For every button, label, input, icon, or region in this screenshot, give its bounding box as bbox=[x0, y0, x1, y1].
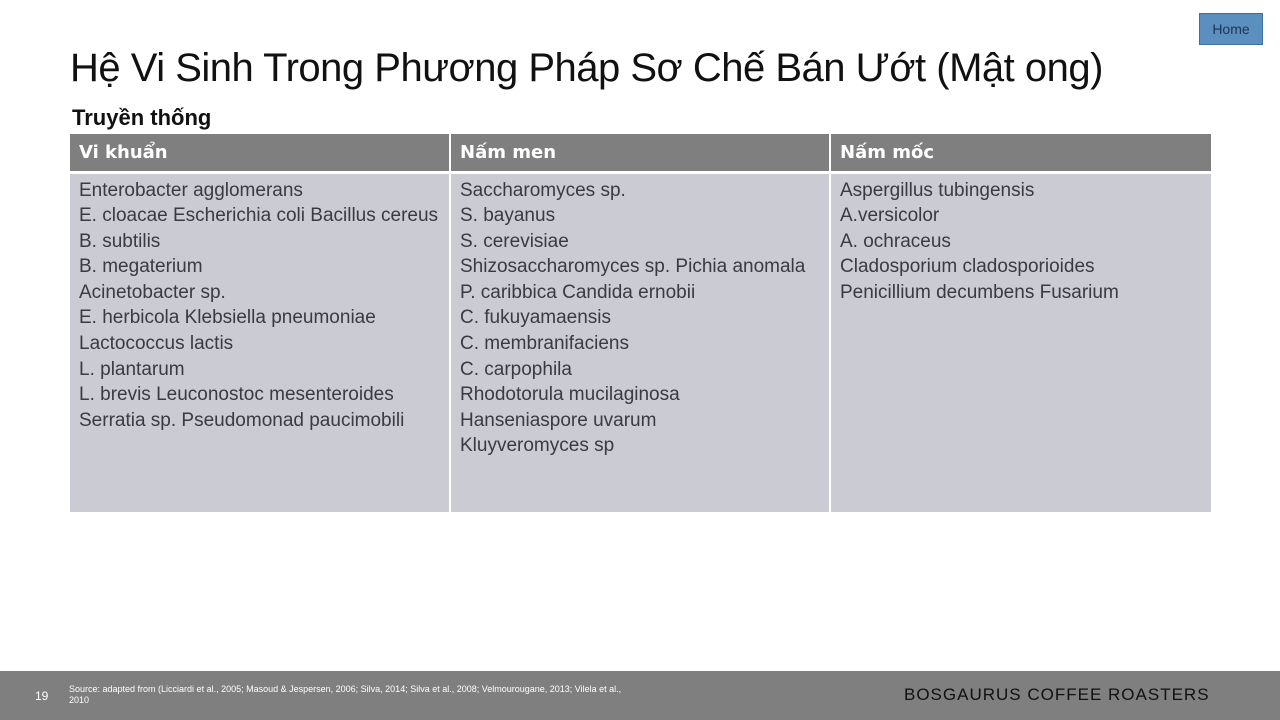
list-item: B. subtilis bbox=[79, 230, 161, 252]
bacteria-cell bbox=[70, 172, 450, 512]
list-item: Penicillium decumbens Fusarium bbox=[840, 281, 1119, 303]
list-item: P. caribbica Candida ernobii bbox=[460, 281, 696, 303]
list-item: Shizosaccharomyces sp. Pichia anomala bbox=[460, 256, 806, 278]
brand-name: BOSGAURUS COFFEE ROASTERS bbox=[904, 685, 1210, 704]
list-item: S. cerevisiae bbox=[460, 230, 569, 252]
yeast-cell bbox=[450, 172, 830, 512]
header-mold: Nấm mốc bbox=[830, 134, 1211, 172]
list-item: Serratia sp. Pseudomonad paucimobili bbox=[79, 409, 405, 431]
list-item: B. megaterium bbox=[79, 256, 203, 278]
list-item: E. herbicola Klebsiella pneumoniae bbox=[79, 307, 376, 329]
table-row bbox=[70, 172, 1211, 512]
page-number: 19 bbox=[35, 689, 49, 703]
mold-cell bbox=[830, 172, 1211, 512]
list-item: A. ochraceus bbox=[840, 230, 951, 252]
list-item: Saccharomyces sp. bbox=[460, 179, 626, 201]
list-item: Kluyveromyces sp bbox=[460, 435, 615, 457]
table-header-row bbox=[70, 134, 1211, 172]
list-item: Aspergillus tubingensis bbox=[840, 179, 1035, 201]
list-item: L. plantarum bbox=[79, 358, 185, 380]
list-item: Enterobacter agglomerans bbox=[79, 179, 303, 201]
list-item: Rhodotorula mucilaginosa bbox=[460, 384, 680, 406]
footer-bar bbox=[0, 671, 1280, 720]
list-item: C. membranifaciens bbox=[460, 333, 629, 355]
list-item: A.versicolor bbox=[840, 205, 940, 227]
microbe-table bbox=[70, 134, 1211, 512]
header-bacteria: Vi khuẩn bbox=[70, 134, 450, 172]
list-item: Acinetobacter sp. bbox=[79, 281, 226, 303]
section-subheading: Truyền thống bbox=[72, 105, 212, 130]
header-yeast: Nấm men bbox=[450, 134, 830, 172]
page-title: Hệ Vi Sinh Trong Phương Pháp Sơ Chế Bán Ướt (Mật ong) bbox=[70, 46, 1103, 90]
list-item: Cladosporium cladosporioides bbox=[840, 256, 1095, 278]
source-citation: Source: adapted from (Licciardi et al., 2005; Masoud & Jespersen, 2006; Silva, 2014; Silva et al., 2008; Velmourougane, 2013; Vilela et al., 2010 bbox=[69, 684, 622, 705]
home-button[interactable]: Home bbox=[1199, 13, 1263, 45]
list-item: C. fukuyamaensis bbox=[460, 307, 612, 329]
list-item: S. bayanus bbox=[460, 205, 556, 227]
list-item: Hanseniaspore uvarum bbox=[460, 409, 657, 431]
list-item: E. cloacae Escherichia coli Bacillus cereus bbox=[79, 205, 439, 227]
list-item: L. brevis Leuconostoc mesenteroides bbox=[79, 384, 394, 406]
list-item: C. carpophila bbox=[460, 358, 572, 380]
list-item: Lactococcus lactis bbox=[79, 333, 234, 355]
